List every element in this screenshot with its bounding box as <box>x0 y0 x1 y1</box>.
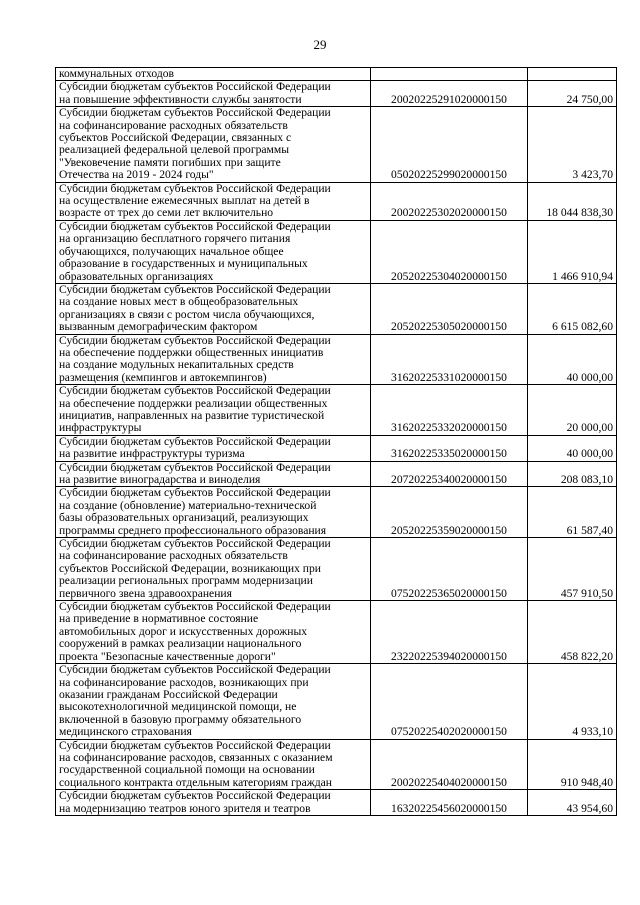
description-line: на развитие виноградарства и виноделия <box>59 473 261 486</box>
subsidy-description <box>56 182 371 220</box>
amount: 910 948,40 <box>528 739 617 790</box>
budget-code: 20720225340020000150 <box>371 461 528 487</box>
description-line: на создание (обновление) материально-технической <box>59 498 317 512</box>
description-line: реализации региональных программ модернизации <box>59 574 313 588</box>
description-line: Субсидии бюджетам субъектов Российской Федерации <box>59 333 331 347</box>
table-row <box>56 739 617 790</box>
table-row <box>56 107 617 182</box>
description-line: медицинского страхования <box>59 725 192 739</box>
description-line: первичного звена здравоохранения <box>59 586 232 600</box>
subsidy-description <box>56 601 371 664</box>
description-line: Субсидии бюджетам субъектов Российской Федерации <box>59 219 331 233</box>
description-line: на обеспечение поддержки общественных инициатив <box>59 345 324 359</box>
table-row <box>56 81 617 107</box>
description-line: на организацию бесплатного горячего питания <box>59 232 291 246</box>
description-line: Субсидии бюджетам субъектов Российской Федерации <box>59 460 331 474</box>
description-line: на приведение в нормативное состояние <box>59 612 259 626</box>
budget-code: 20020225302020000150 <box>371 182 528 220</box>
description-line: на софинансирование расходов, связанных с оказанием <box>59 750 333 764</box>
description-line: Субсидии бюджетам субъектов Российской Федерации <box>59 537 331 551</box>
table-row <box>56 385 617 436</box>
budget-code: 20520225304020000150 <box>371 220 528 283</box>
description-line: образовательных организациях <box>59 269 214 283</box>
table-row <box>56 435 617 461</box>
table-row <box>56 601 617 664</box>
amount: 61 587,40 <box>528 487 617 538</box>
amount: 40 000,00 <box>528 334 617 385</box>
subsidy-description <box>56 435 371 461</box>
description-line: на повышение эффективности службы занятости <box>59 92 302 106</box>
budget-code: 07520225402020000150 <box>371 664 528 739</box>
table-row <box>56 182 617 220</box>
description-line: Субсидии бюджетам субъектов Российской Федерации <box>59 663 331 677</box>
amount: 1 466 910,94 <box>528 220 617 283</box>
description-line: включенной в базовую программу обязательного <box>59 712 302 726</box>
description-line: Субсидии бюджетам субъектов Российской Федерации <box>59 789 331 803</box>
description-line: на обеспечение поддержки реализации общественных <box>59 396 328 410</box>
subsidy-description <box>56 107 371 182</box>
budget-code: 20020225291020000150 <box>371 81 528 107</box>
subsidy-description <box>56 68 371 81</box>
description-line: социального контракта отдельным категориям граждан <box>59 775 332 789</box>
budget-code: 07520225365020000150 <box>371 538 528 601</box>
table-row <box>56 487 617 538</box>
amount: 43 954,60 <box>528 790 617 816</box>
budget-code: 31620225335020000150 <box>371 435 528 461</box>
description-line: на осуществление ежемесячных выплат на детей в <box>59 194 310 208</box>
description-line: Субсидии бюджетам субъектов Российской Федерации <box>59 486 331 500</box>
description-line: инфраструктуры <box>59 421 142 435</box>
budget-table <box>55 67 617 816</box>
description-line: образование в государственных и муниципальных <box>59 257 308 271</box>
description-line: Отечества на 2019 - 2024 годы" <box>59 168 214 182</box>
subsidy-description <box>56 739 371 790</box>
description-line: возрасте от трех до семи лет включительно <box>59 206 274 220</box>
amount: 18 044 838,30 <box>528 182 617 220</box>
description-line: Субсидии бюджетам субъектов Российской Федерации <box>59 384 331 398</box>
description-line: инициатив, направленных на развитие туристической <box>59 408 325 422</box>
budget-code: 31620225332020000150 <box>371 385 528 436</box>
description-line: Субсидии бюджетам субъектов Российской Федерации <box>59 600 331 614</box>
description-line: на создание модульных некапитальных средств <box>59 358 294 372</box>
page-number: 29 <box>313 37 327 52</box>
description-line: Субсидии бюджетам субъектов Российской Федерации <box>59 181 331 195</box>
description-line: размещения (кемпингов и автокемпингов) <box>59 370 267 384</box>
description-line: вызванным демографическим фактором <box>59 320 258 334</box>
subsidy-description <box>56 790 371 816</box>
description-line: на софинансирование расходных обязательств <box>59 549 288 563</box>
subsidy-description <box>56 487 371 538</box>
description-line: Субсидии бюджетам субъектов Российской Федерации <box>59 106 331 120</box>
amount: 6 615 082,60 <box>528 283 617 334</box>
description-line: Субсидии бюджетам субъектов Российской Федерации <box>59 282 331 296</box>
table-row <box>56 283 617 334</box>
description-line: Субсидии бюджетам субъектов Российской Федерации <box>59 434 331 448</box>
description-line: обучающихся, получающих начальное общее <box>59 244 284 258</box>
description-line: сооружений в рамках реализации национального <box>59 637 302 651</box>
subsidy-description <box>56 461 371 487</box>
subsidy-description <box>56 283 371 334</box>
amount: 3 423,70 <box>528 107 617 182</box>
budget-code: 20520225359020000150 <box>371 487 528 538</box>
description-line: программы среднего профессионального образования <box>59 523 327 537</box>
table-row <box>56 790 617 816</box>
amount: 40 000,00 <box>528 435 617 461</box>
description-line: Субсидии бюджетам субъектов Российской Федерации <box>59 738 331 752</box>
table-row <box>56 461 617 487</box>
table-row <box>56 334 617 385</box>
amount: 24 750,00 <box>528 81 617 107</box>
description-line: оказании гражданам Российской Федерации <box>59 687 278 701</box>
table-row <box>56 68 617 81</box>
description-line: на модернизацию театров юного зрителя и театров <box>59 801 311 815</box>
description-line: организациях в связи с ростом числа обучающихся, <box>59 307 315 321</box>
description-line: реализацией федеральной целевой программы <box>59 143 290 157</box>
description-line: на софинансирование расходов, возникающих при <box>59 675 309 689</box>
budget-code: 16320225456020000150 <box>371 790 528 816</box>
amount <box>528 68 617 81</box>
description-line: на софинансирование расходных обязательств <box>59 118 288 132</box>
description-line: коммунальных отходов <box>59 67 175 80</box>
amount: 4 933,10 <box>528 664 617 739</box>
description-line: Субсидии бюджетам субъектов Российской Федерации <box>59 80 331 94</box>
description-line: "Увековечение памяти погибших при защите <box>59 155 281 169</box>
subsidy-description <box>56 385 371 436</box>
description-line: автомобильных дорог и искусственных дорожных <box>59 624 308 638</box>
subsidy-description <box>56 334 371 385</box>
description-line: высокотехнологичной медицинской помощи, не <box>59 700 297 714</box>
amount: 458 822,20 <box>528 601 617 664</box>
subsidy-description <box>56 81 371 107</box>
description-line: базы образовательных организаций, реализующих <box>59 511 309 525</box>
budget-code <box>371 68 528 81</box>
amount: 208 083,10 <box>528 461 617 487</box>
amount: 457 910,50 <box>528 538 617 601</box>
amount: 20 000,00 <box>528 385 617 436</box>
description-line: государственной социальной помощи на основании <box>59 763 315 777</box>
subsidy-description <box>56 538 371 601</box>
table-row <box>56 664 617 739</box>
table-row <box>56 538 617 601</box>
table-row <box>56 220 617 283</box>
subsidy-description <box>56 220 371 283</box>
budget-code: 23220225394020000150 <box>371 601 528 664</box>
description-line: на развитие инфраструктуры туризма <box>59 447 245 461</box>
budget-code: 31620225331020000150 <box>371 334 528 385</box>
description-line: на создание новых мест в общеобразовательных <box>59 295 299 309</box>
budget-code: 20520225305020000150 <box>371 283 528 334</box>
budget-code: 20020225404020000150 <box>371 739 528 790</box>
description-line: проекта "Безопасные качественные дороги" <box>59 649 276 663</box>
description-line: субъектов Российской Федерации, возникающих при <box>59 561 322 575</box>
budget-code: 05020225299020000150 <box>371 107 528 182</box>
description-line: субъектов Российской Федерации, связанных с <box>59 131 292 145</box>
subsidy-description <box>56 664 371 739</box>
